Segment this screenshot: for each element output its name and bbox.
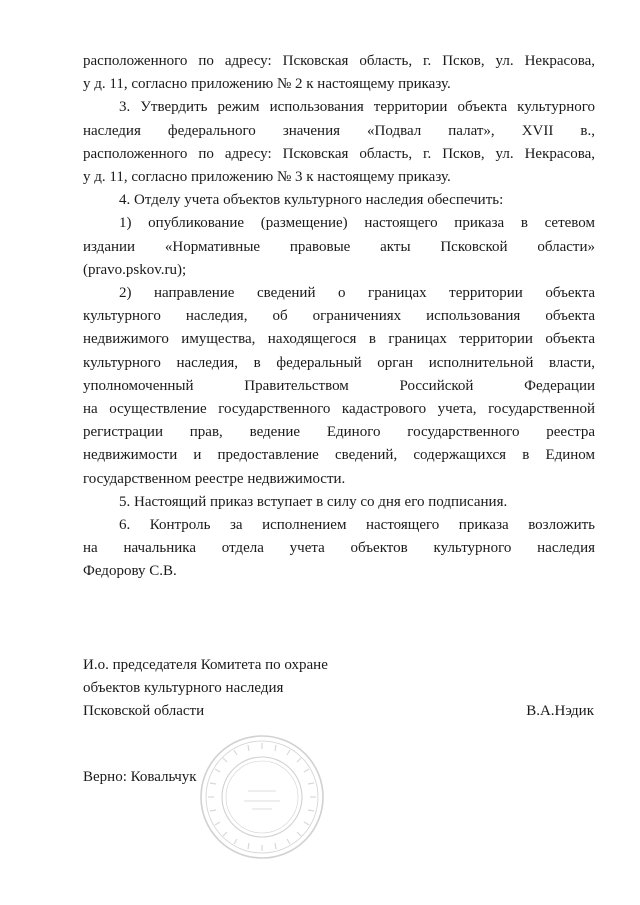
- text-line: культурного наследия, в федеральный орган исполнительной власти,: [83, 354, 595, 371]
- text-line: (pravo.pskov.ru);: [83, 261, 187, 278]
- text-line: уполномоченный Правительством Российской Федерации: [83, 377, 595, 394]
- text-line: 2) направление сведений о границах территории объекта: [119, 285, 595, 301]
- seal-stamp-icon: [198, 733, 326, 861]
- text-line: 3. Утвердить режим использования территории объекта культурного: [119, 99, 595, 116]
- text-line: у д. 11, согласно приложению № 3 к настоящему приказу.: [83, 169, 451, 185]
- text-line: 1) опубликование (размещение) настоящего приказа в сетевом: [119, 215, 595, 232]
- text-line: расположенного по адресу: Псковская область, г. Псков, ул. Некрасова,: [83, 145, 595, 162]
- paragraph-subitem-2: [83, 282, 595, 491]
- text-line: 5. Настоящий приказ вступает в силу со дня его подписания.: [119, 493, 508, 510]
- paragraph-subitem-1: [83, 212, 595, 282]
- text-line: недвижимости и предоставление сведений, содержащихся в Едином: [83, 447, 595, 464]
- text-line: 6. Контроль за исполнением настоящего приказа возложить: [119, 517, 595, 533]
- text-line: на начальника отдела учета объектов культурного наследия: [83, 540, 595, 557]
- text-line: издании «Нормативные правовые акты Псковской области»: [83, 238, 595, 255]
- paragraph-item-4: [83, 189, 595, 212]
- paragraph-item-5: [83, 491, 595, 514]
- text-line: Федорову С.В.: [83, 563, 177, 580]
- text-line: государственном реестре недвижимости.: [83, 470, 346, 487]
- paragraph-item-3: [83, 96, 595, 189]
- text-line: регистрации прав, ведение Единого государственного реестра: [83, 424, 595, 441]
- text-line: недвижимого имущества, находящегося в границах территории объекта: [83, 331, 595, 348]
- text-line: 4. Отделу учета объектов культурного наследия обеспечить:: [119, 192, 504, 209]
- signature-title-line-3: Псковской области: [83, 703, 205, 719]
- signature-title-line-1: И.о. председателя Комитета по охране: [83, 657, 328, 673]
- text-line: на осуществление государственного кадастрового учета, государственной: [83, 401, 595, 418]
- certified-copy-line: Верно: Ковальчук: [83, 769, 197, 785]
- signature-name: В.А.Нэдик: [526, 703, 594, 719]
- signature-title-line-2: объектов культурного наследия: [83, 680, 284, 696]
- paragraph-item-2-tail: [83, 50, 595, 96]
- text-line: наследия федерального значения «Подвал палат», XVII в.,: [83, 122, 595, 139]
- text-line: у д. 11, согласно приложению № 2 к настоящему приказу.: [83, 76, 451, 93]
- text-line: расположенного по адресу: Псковская область, г. Псков, ул. Некрасова,: [83, 53, 595, 69]
- text-line: культурного наследия, об ограничениях использования объекта: [83, 308, 595, 325]
- paragraph-item-6: [83, 514, 595, 584]
